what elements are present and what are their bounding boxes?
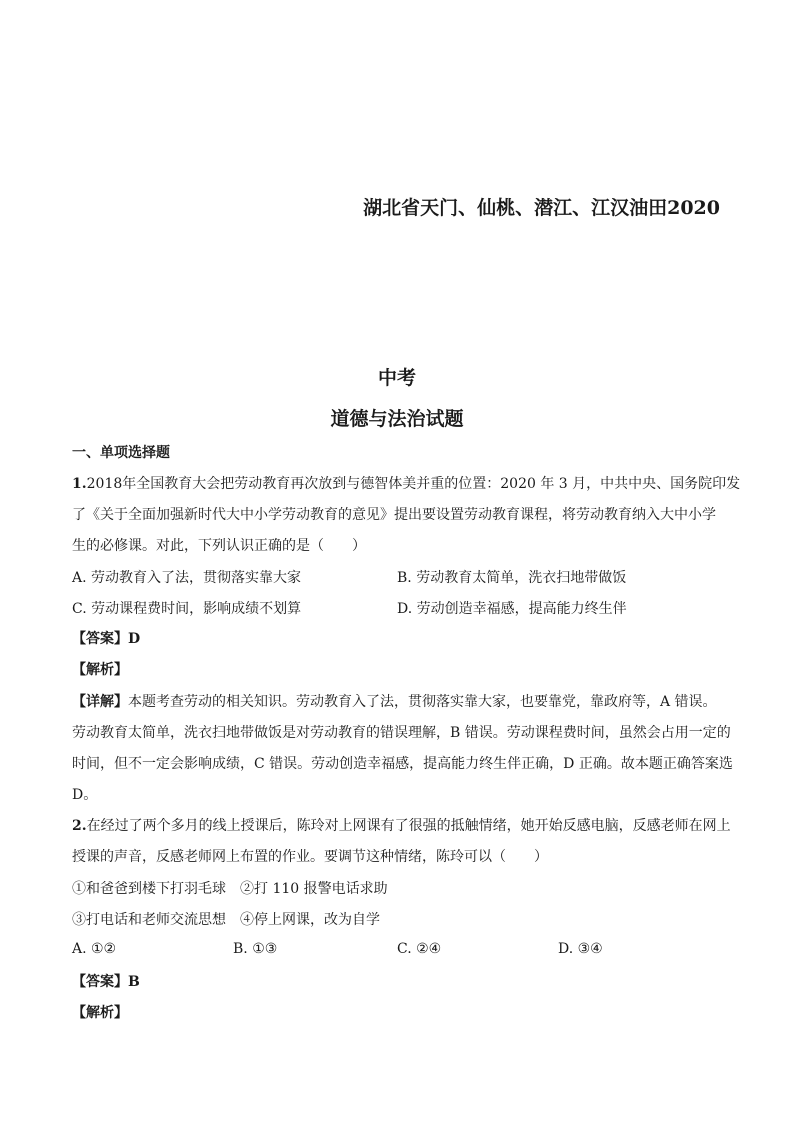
q1-detail-line-1 — [72, 692, 717, 712]
q2-text-1: 在经过了两个多月的线上授课后，陈玲对上网课有了很强的抵触情绪，她开始反感电脑，反感老师在网上 — [86, 818, 731, 834]
q1-line-3: 生的必修课。对此，下列认识正确的是（ ） — [72, 538, 366, 554]
q1-detail-text-1: 本题考查劳动的相关知识。劳动教育入了法，贯彻落实靠大家，也要靠党，靠政府等，A 错误。 — [128, 694, 717, 710]
section-heading: 一、单项选择题 — [72, 445, 170, 461]
q1-option-b: B. 劳动教育太简单，洗衣扫地带做饭 — [397, 570, 627, 586]
q2-items-3-4: ③打电话和老师交流思想 ④停上网课，改为自学 — [72, 912, 380, 928]
q1-text-1: 2018年全国教育大会把劳动教育再次放到与德智体美并重的位置：2020 年 3 月，中共中央、国务院印发 — [86, 476, 741, 492]
q2-analysis-label: 【解析】 — [72, 1005, 128, 1021]
q2-answer — [72, 972, 140, 992]
q1-analysis-label: 【解析】 — [72, 662, 128, 678]
q1-option-d: D. 劳动创造幸福感，提高能力终生伴 — [397, 601, 627, 617]
q1-detail-line-4: D。 — [72, 787, 98, 803]
document-title: 湖北省天门、仙桃、潜江、江汉油田2020 — [363, 197, 720, 219]
q2-option-a: A. ①② — [72, 941, 117, 957]
q2-line-1 — [72, 816, 731, 836]
q2-answer-value: B — [128, 974, 140, 990]
q2-option-b: B. ①③ — [233, 941, 278, 957]
q1-line-2: 了《关于全面加强新时代大中小学劳动教育的意见》提出要设置劳动教育课程，将劳动教育纳入大中小学 — [72, 507, 716, 523]
q2-items-1-2: ①和爸爸到楼下打羽毛球 ②打 110 报警电话求助 — [72, 881, 388, 897]
q2-line-2: 授课的声音，反感老师网上布置的作业。要调节这种情绪，陈玲可以（ ） — [72, 849, 548, 865]
q1-option-a: A. 劳动教育入了法，贯彻落实靠大家 — [72, 570, 302, 586]
q2-number: 2. — [72, 818, 87, 834]
q1-option-c: C. 劳动课程费时间，影响成绩不划算 — [72, 601, 302, 617]
q1-number: 1. — [72, 476, 87, 492]
document-subtitle-exam: 中考 — [377, 367, 416, 389]
q1-answer — [72, 629, 140, 649]
q1-answer-label: 【答案】 — [72, 631, 128, 647]
q2-option-d: D. ③④ — [558, 941, 603, 957]
q2-option-c: C. ②④ — [397, 941, 442, 957]
document-subtitle-subject: 道德与法治试题 — [330, 408, 464, 430]
q1-answer-value: D — [128, 631, 141, 647]
q1-line-1 — [72, 474, 740, 494]
q1-detail-line-2: 劳动教育太简单，洗衣扫地带做饭是对劳动教育的错误理解，B 错误。劳动课程费时间，虽然会占用一定的 — [72, 725, 731, 741]
q1-detail-line-3: 时间，但不一定会影响成绩，C 错误。劳动创造幸福感，提高能力终生伴正确，D 正确。故本题正确答案选 — [72, 756, 733, 772]
q1-detail-label: 【详解】 — [72, 694, 128, 710]
q2-answer-label: 【答案】 — [72, 974, 128, 990]
